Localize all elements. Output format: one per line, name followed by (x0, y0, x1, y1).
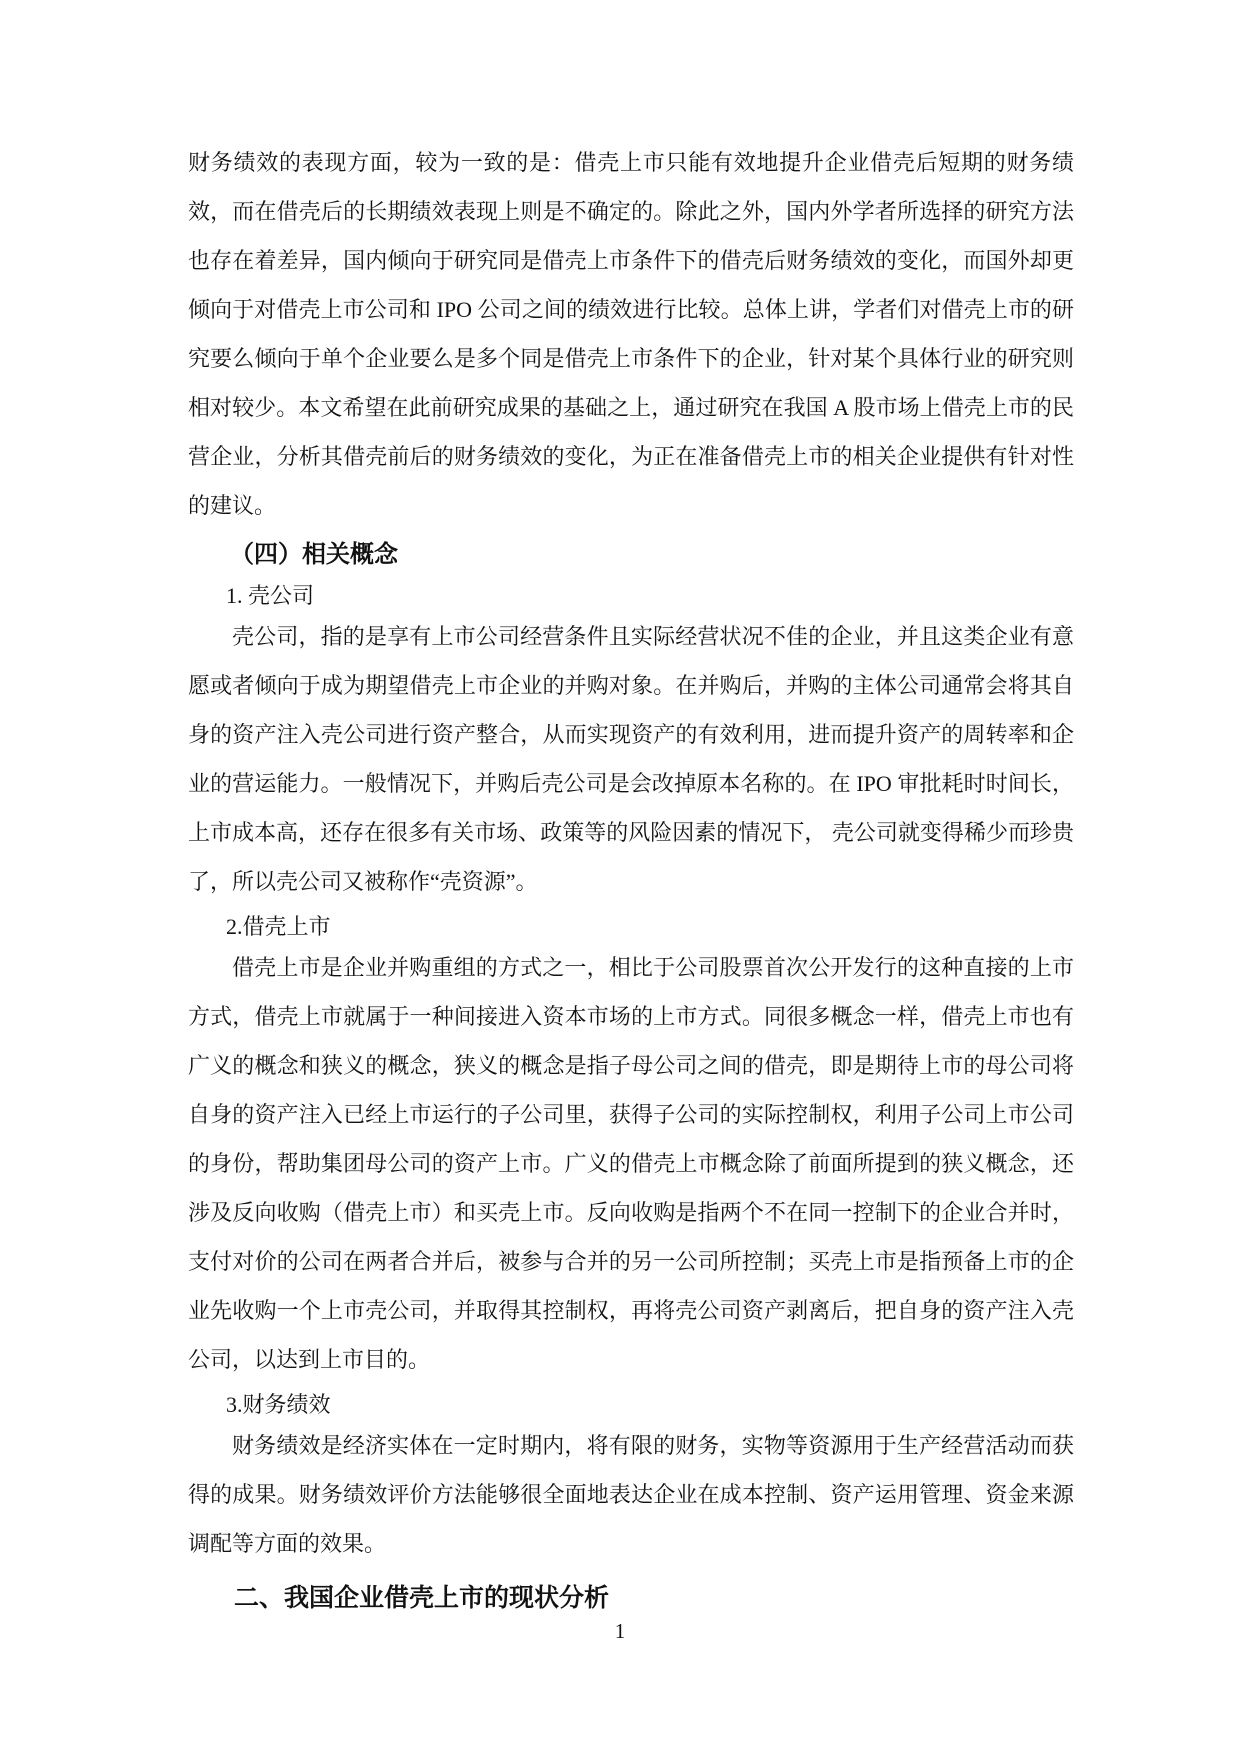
page-body (188, 138, 1074, 1618)
chapter-heading-status-analysis: 二、我国企业借壳上市的现状分析 (234, 1585, 610, 1612)
item-paragraph-financial-performance: 财务绩效是经济实体在一定时期内，将有限的财务，实物等资源用于生产经营活动而获得的成果。财务绩效评价方法能够很全面地表达企业在成本控制、资产运用管理、资金来源调配等方面的效果。 (188, 1433, 1074, 1556)
item-paragraph-shell-company: 壳公司，指的是享有上市公司经营条件且实际经营状况不佳的企业，并且这类企业有意愿或者倾向于成为期望借壳上市企业的并购对象。在并购后，并购的主体公司通常会将其自身的资产注入壳公司进行资产整合，从而实现资产的有效利用，进而提升资产的周转率和企业的营运能力。一般情况下，并购后壳公司是会改掉原本名称的。在 IPO 审批耗时时间长，上市成本高，还存在很多有关市场、政策等的风险因素的情况下， 壳公司就变得稀少而珍贵了，所以壳公司又被称作“壳资源”。 (188, 624, 1074, 894)
item-title-financial-performance: 3.财务绩效 (226, 1392, 331, 1417)
item-title-shell-company: 1. 壳公司 (226, 583, 315, 608)
section-heading-related-concepts: （四）相关概念 (230, 542, 398, 568)
item-title-backdoor-listing: 2.借壳上市 (226, 914, 331, 939)
intro-paragraph: 财务绩效的表现方面，较为一致的是：借壳上市只能有效地提升企业借壳后短期的财务绩效，而在借壳后的长期绩效表现上则是不确定的。除此之外，国内外学者所选择的研究方法也存在着差异，国内倾向于研究同是借壳上市条件下的借壳后财务绩效的变化，而国外却更倾向于对借壳上市公司和 IPO 公司之间的绩效进行比较。总体上讲，学者们对借壳上市的研究要么倾向于单个企业要么是多个同是借壳上市条件下的企业，针对某个具体行业的研究则相对较少。本文希望在此前研究成果的基础之上，通过研究在我国 A 股市场上借壳上市的民营企业，分析其借壳前后的财务绩效的变化，为正在准备借壳上市的相关企业提供有针对性的建议。 (188, 150, 1074, 518)
item-paragraph-backdoor-listing: 借壳上市是企业并购重组的方式之一，相比于公司股票首次公开发行的这种直接的上市方式，借壳上市就属于一种间接进入资本市场的上市方式。同很多概念一样，借壳上市也有广义的概念和狭义的概念，狭义的概念是指子母公司之间的借壳，即是期待上市的母公司将自身的资产注入已经上市运行的子公司里，获得子公司的实际控制权，利用子公司上市公司的身份，帮助集团母公司的资产上市。广义的借壳上市概念除了前面所提到的狭义概念，还涉及反向收购（借壳上市）和买壳上市。反向收购是指两个不在同一控制下的企业合并时，支付对价的公司在两者合并后，被参与合并的另一公司所控制；买壳上市是指预备上市的企业先收购一个上市壳公司，并取得其控制权，再将壳公司资产剥离后，把自身的资产注入壳公司，以达到上市目的。 (188, 955, 1074, 1372)
page-number: 1 (614, 1619, 626, 1643)
